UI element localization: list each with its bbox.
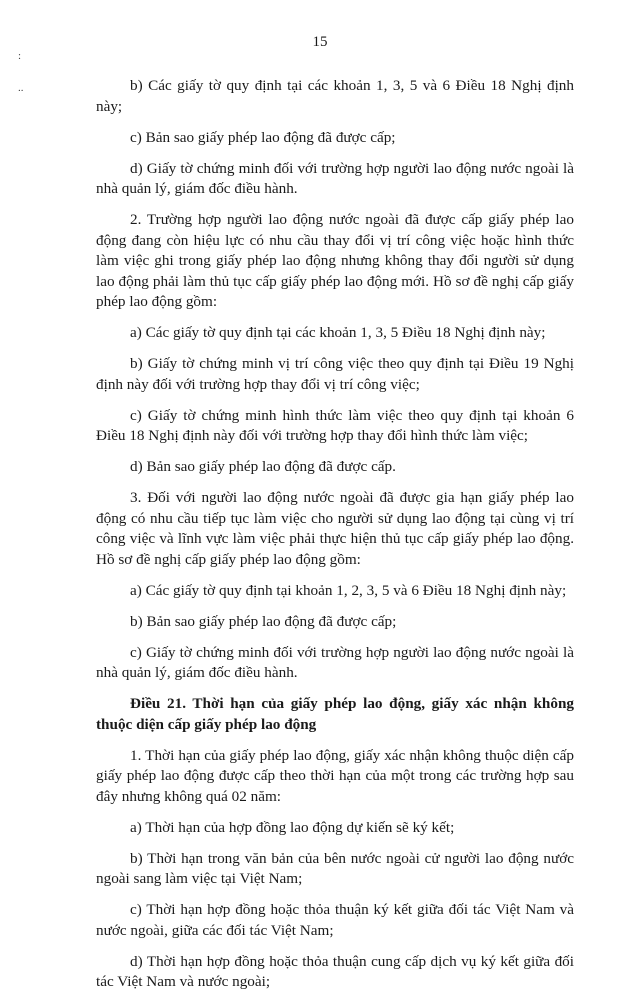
paragraph: a) Các giấy tờ quy định tại các khoản 1, 3, 5 Điều 18 Nghị định này;: [130, 324, 546, 341]
paragraph: d) Thời hạn hợp đồng hoặc thỏa thuận cung cấp dịch vụ ký kết giữa đối tác Việt Nam và nước ngoài;: [96, 952, 574, 990]
paragraph: c) Thời hạn hợp đồng hoặc thỏa thuận ký kết giữa đối tác Việt Nam và nước ngoài, giữa các đối tác Việt Nam;: [96, 901, 574, 939]
paragraph: c) Bản sao giấy phép lao động đã được cấp;: [130, 128, 396, 146]
paragraph: b) Các giấy tờ quy định tại các khoản 1, 3, 5 và 6 Điều 18 Nghị định này;: [96, 77, 574, 115]
paragraph: b) Bản sao giấy phép lao động đã được cấp;: [130, 612, 397, 630]
paragraph: a) Các giấy tờ quy định tại khoản 1, 2, 3, 5 và 6 Điều 18 Nghị định này;: [130, 581, 567, 599]
paragraph: 2. Trường hợp người lao động nước ngoài đã được cấp giấy phép lao động đang còn hiệu lực có nhu cầu thay đổi vị trí công việc hoặc hình thức làm việc ghi trong giấy phép lao động nhưng không thay đổi người sử dụng lao động phải làm thủ tục cấp giấy phép lao động mới. Hồ sơ đề nghị cấp giấy phép lao động gồm:: [96, 211, 574, 310]
margin-mark: ..: [18, 82, 24, 94]
paragraph: b) Giấy tờ chứng minh vị trí công việc theo quy định tại Điều 19 Nghị định này đối với trường hợp thay đổi vị trí công việc;: [96, 355, 574, 393]
paragraph: d) Bản sao giấy phép lao động đã được cấp.: [130, 458, 396, 475]
paragraph: 1. Thời hạn của giấy phép lao động, giấy xác nhận không thuộc diện cấp giấy phép lao động được cấp theo thời hạn của một trong các trường hợp sau đây nhưng không quá 02 năm:: [96, 746, 574, 805]
document-body: [96, 76, 574, 1003]
article-heading: Điều 21. Thời hạn của giấy phép lao động, giấy xác nhận không thuộc diện cấp giấy phép lao động: [96, 695, 574, 733]
margin-mark: :: [18, 50, 22, 62]
paragraph: c) Giấy tờ chứng minh đối với trường hợp người lao động nước ngoài là nhà quản lý, giám đốc điều hành.: [96, 643, 574, 681]
paragraph: d) Giấy tờ chứng minh đối với trường hợp người lao động nước ngoài là nhà quản lý, giám đốc điều hành.: [96, 159, 574, 197]
margin-marks: [18, 40, 24, 104]
paragraph: 3. Đối với người lao động nước ngoài đã được gia hạn giấy phép lao động có nhu cầu tiếp tục làm việc cho người sử dụng lao động tại cùng vị trí công việc và lĩnh vực làm việc phải thực hiện thủ tục cấp giấy phép lao động. Hồ sơ đề nghị cấp giấy phép lao động gồm:: [96, 489, 574, 568]
paragraph: b) Thời hạn trong văn bản của bên nước ngoài cử người lao động nước ngoài sang làm việc tại Việt Nam;: [96, 849, 574, 887]
paragraph: c) Giấy tờ chứng minh hình thức làm việc theo quy định tại khoản 6 Điều 18 Nghị định này đối với trường hợp thay đổi hình thức làm việc;: [96, 406, 574, 444]
paragraph: a) Thời hạn của hợp đồng lao động dự kiến sẽ ký kết;: [130, 818, 455, 836]
page-number: 15: [312, 34, 328, 50]
